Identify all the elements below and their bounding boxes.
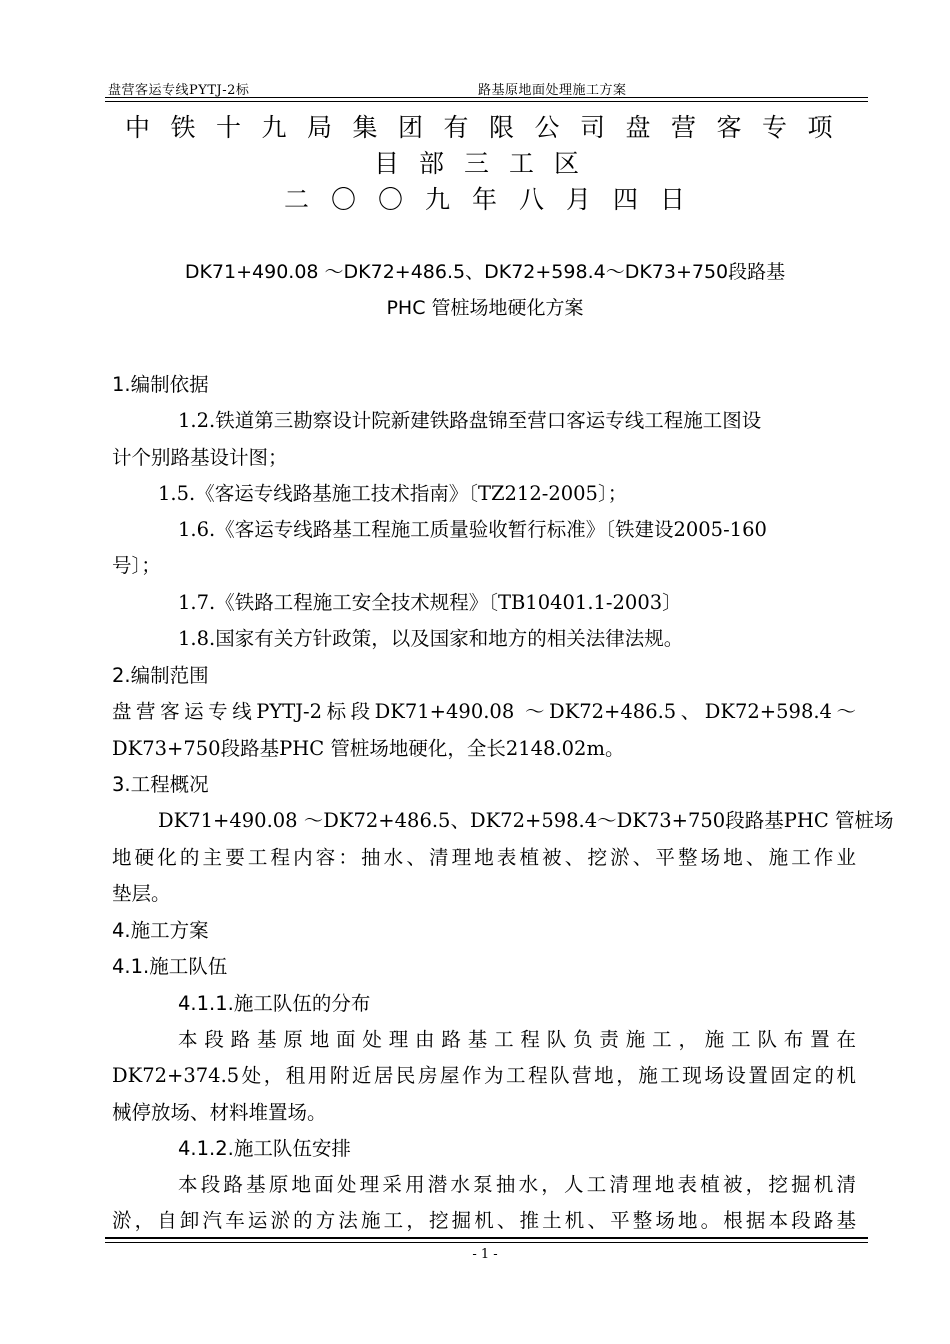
arrangement-text-line1: 本段路基原地面处理采用潜水泵抽水，人工清理地表植被，挖掘机清 bbox=[178, 1173, 856, 1196]
arrangement-text-line2: 淤，自卸汽车运淤的方法施工，挖掘机、推土机、平整场地。根据本段路基 bbox=[112, 1209, 856, 1232]
footer-rule-thin bbox=[105, 1242, 868, 1243]
basis-item-1-6-line1: 1.6.《客运专线路基工程施工质量验收暂行标准》〔铁建设2005-160 bbox=[178, 518, 767, 541]
document-title-line2: PHC 管桩场地硬化方案 bbox=[386, 297, 584, 319]
running-header-project: 盘营客运专线PYTJ-2标 bbox=[108, 83, 250, 98]
running-header-title: 路基原地面处理施工方案 bbox=[478, 83, 627, 98]
section-heading-scope: 2.编制范围 bbox=[112, 664, 209, 687]
overview-text-line1: DK71+490.08 ～DK72+486.5、DK72+598.4～DK73+750段路基PHC 管桩场 bbox=[158, 809, 894, 832]
scope-text-line2: DK73+750段路基PHC 管桩场地硬化，全长2148.02m。 bbox=[112, 737, 625, 760]
document-date: 二〇〇九年八月四日 bbox=[284, 185, 708, 214]
organization-name-line2: 目部三工区 bbox=[374, 149, 600, 178]
basis-item-1-5: 1.5.《客运专线路基施工技术指南》〔TZ212-2005〕； bbox=[158, 482, 628, 505]
subsection-heading-team: 4.1.施工队伍 bbox=[112, 955, 228, 978]
scope-text-line1: 盘营客运专线PYTJ-2标段DK71+490.08 ～DK72+486.5、DK72+598.4～ bbox=[112, 700, 856, 723]
overview-text-line2: 地硬化的主要工程内容：抽水、清理地表植被、挖淤、平整场地、施工作业 bbox=[112, 846, 856, 869]
section-heading-overview: 3.工程概况 bbox=[112, 773, 209, 796]
document-title-line1: DK71+490.08 ～DK72+486.5、DK72+598.4～DK73+750段路基 bbox=[184, 261, 786, 283]
distribution-text-line1: 本段路基原地面处理由路基工程队负责施工，施工队布置在 bbox=[178, 1028, 856, 1051]
section-heading-plan: 4.施工方案 bbox=[112, 919, 209, 942]
overview-text-line3: 垫层。 bbox=[112, 882, 171, 905]
basis-item-1-8: 1.8.国家有关方针政策，以及国家和地方的相关法律法规。 bbox=[178, 627, 684, 650]
basis-item-1-7: 1.7.《铁路工程施工安全技术规程》〔TB10401.1-2003〕 bbox=[178, 591, 682, 614]
basis-item-1-2-line1: 1.2.铁道第三勘察设计院新建铁路盘锦至营口客运专线工程施工图设 bbox=[178, 409, 762, 432]
footer-rule-thick bbox=[105, 1237, 868, 1239]
subsection-heading-team-arrangement: 4.1.2.施工队伍安排 bbox=[178, 1137, 351, 1160]
section-heading-basis: 1.编制依据 bbox=[112, 373, 209, 396]
header-rule-thick bbox=[105, 97, 868, 98]
header-rule-thin bbox=[105, 101, 868, 102]
distribution-text-line3: 械停放场、材料堆置场。 bbox=[112, 1101, 327, 1124]
subsection-heading-team-distribution: 4.1.1.施工队伍的分布 bbox=[178, 992, 371, 1015]
organization-name-line1: 中铁十九局集团有限公司盘营客专项 bbox=[125, 113, 854, 142]
page-number: - 1 - bbox=[472, 1247, 498, 1262]
distribution-text-line2: DK72+374.5处，租用附近居民房屋作为工程队营地，施工现场设置固定的机 bbox=[112, 1064, 856, 1087]
basis-item-1-6-line2: 号〕； bbox=[112, 554, 161, 577]
basis-item-1-2-line2: 计个别路基设计图； bbox=[112, 446, 288, 469]
